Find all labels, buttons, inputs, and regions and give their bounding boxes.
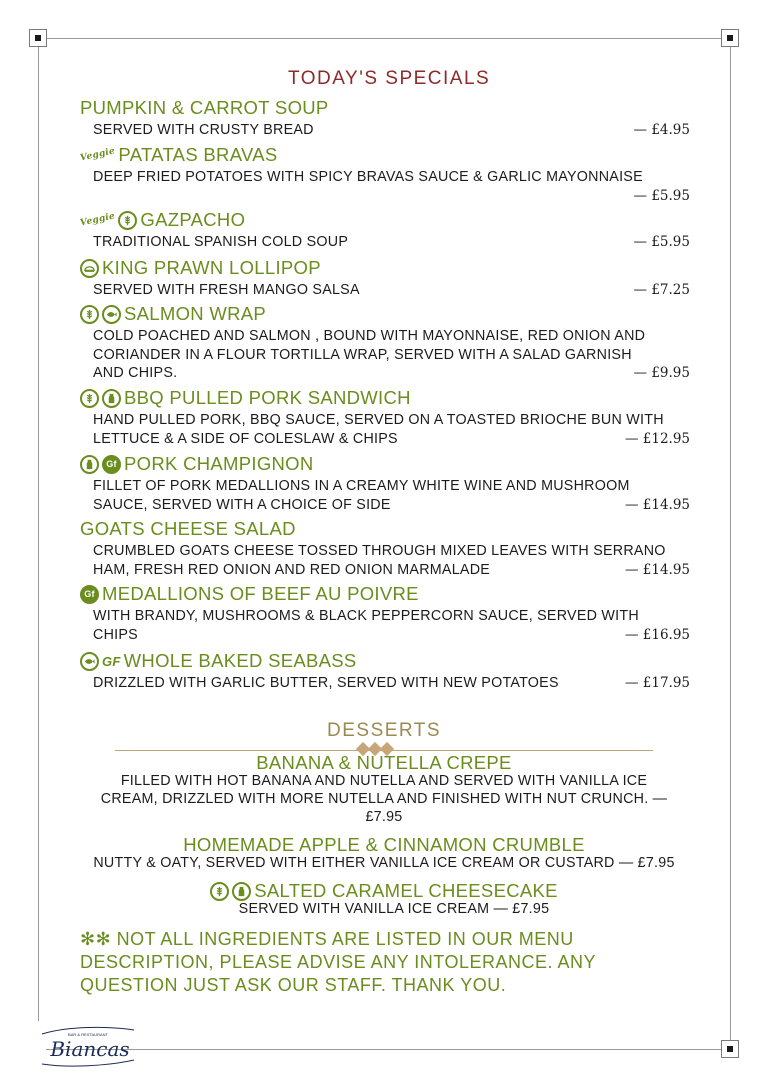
dish-price: — £7.25 xyxy=(633,282,690,298)
dish-description: SERVED WITH CRUSTY BREAD xyxy=(93,122,314,138)
gluten-free-icon: Gf xyxy=(102,455,121,474)
dessert-description: SERVED WITH VANILLA ICE CREAM — £7.95 xyxy=(238,901,550,917)
dish-price: — £14.95 xyxy=(624,496,690,513)
dish-name-text: KING PRAWN LOLLIPOP xyxy=(102,257,321,278)
dish-description: DEEP FRIED POTATOES WITH SPICY BRAVAS SAUCE & GARLIC MAYONNAISE xyxy=(93,169,643,185)
dessert-name xyxy=(0,752,768,774)
page-title: TODAY'S SPECIALS xyxy=(288,68,491,89)
dish-description: COLD POACHED AND SALMON , BOUND WITH MAYONNAISE, RED ONION AND xyxy=(93,328,646,344)
dish-name xyxy=(80,257,321,279)
dish-name-text: WHOLE BAKED SEABASS xyxy=(123,650,357,671)
dish-name-text: PUMPKIN & CARROT SOUP xyxy=(80,97,329,118)
fish-icon xyxy=(102,305,121,324)
dessert-name-text: HOMEMADE APPLE & CINNAMON CRUMBLE xyxy=(183,834,585,855)
corner-ornament-bottom-right xyxy=(721,1040,739,1058)
wheat-icon xyxy=(118,211,137,230)
dish-price: — £14.95 xyxy=(624,561,690,578)
dish-price: — £5.95 xyxy=(633,187,690,204)
dish-name xyxy=(80,387,411,409)
dish-name-text: PATATAS BRAVAS xyxy=(118,144,278,165)
dish-description: HAM, FRESH RED ONION AND RED ONION MARMALADE xyxy=(93,561,491,578)
frame-bottom xyxy=(46,1049,722,1050)
dish-price: — £4.95 xyxy=(633,122,690,138)
note-line: QUESTION JUST ASK OUR STAFF. THANK YOU. xyxy=(80,975,507,995)
dessert-name-text: BANANA & NUTELLA CREPE xyxy=(256,752,512,773)
gluten-free-icon: Gf xyxy=(80,585,99,604)
dish-price: — £16.95 xyxy=(624,626,690,643)
allergy-note xyxy=(80,928,596,997)
dish-price: — £17.95 xyxy=(624,675,690,691)
dessert-description: £7.95 xyxy=(365,809,403,825)
dessert-name xyxy=(0,834,768,856)
dish-description: SAUCE, SERVED WITH A CHOICE OF SIDE xyxy=(93,496,391,513)
gluten-free-icon: GF xyxy=(102,653,121,669)
logo-tagline: BAR & RESTAURANT xyxy=(68,1032,108,1037)
dish-description: AND CHIPS. xyxy=(93,365,178,381)
shellfish-icon xyxy=(80,259,99,278)
dish-description: CORIANDER IN A FLOUR TORTILLA WRAP, SERVED WITH A SALAD GARNISH xyxy=(93,346,632,363)
dish-description: CRUMBLED GOATS CHEESE TOSSED THROUGH MIXED LEAVES WITH SERRANO xyxy=(93,543,666,559)
desserts-title: DESSERTS xyxy=(327,720,442,741)
wheat-icon xyxy=(80,389,99,408)
dish-description: HAND PULLED PORK, BBQ SAUCE, SERVED ON A TOASTED BRIOCHE BUN WITH xyxy=(93,412,664,428)
dish-name-text: GAZPACHO xyxy=(140,209,246,230)
frame-left xyxy=(38,46,39,1021)
wheat-icon xyxy=(210,882,229,901)
veggie-icon: Veggie xyxy=(79,146,117,164)
fish-icon xyxy=(80,652,99,671)
note-line: ✻✻ NOT ALL INGREDIENTS ARE LISTED IN OUR MENU xyxy=(80,929,574,949)
dish-name-text: PORK CHAMPIGNON xyxy=(124,453,314,474)
dish-description: SERVED WITH FRESH MANGO SALSA xyxy=(93,282,360,298)
dessert-description: NUTTY & OATY, SERVED WITH EITHER VANILLA ICE CREAM OR CUSTARD — £7.95 xyxy=(93,855,675,871)
milk-icon xyxy=(102,389,121,408)
corner-ornament-top-left xyxy=(29,29,47,47)
dish-price: — £5.95 xyxy=(633,234,690,250)
dish-price: — £12.95 xyxy=(624,430,690,447)
logo-text: Biancas xyxy=(50,1037,130,1061)
dessert-description: CREAM, DRIZZLED WITH MORE NUTELLA AND FINISHED WITH NUT CRUNCH. — xyxy=(100,791,668,807)
dessert-name-text: SALTED CARAMEL CHEESECAKE xyxy=(254,880,558,901)
dish-description: CHIPS xyxy=(93,626,138,643)
dish-name-text: MEDALLIONS OF BEEF AU POIVRE xyxy=(102,583,419,604)
dessert-name xyxy=(0,880,768,902)
corner-ornament-top-right xyxy=(721,29,739,47)
dish-name xyxy=(80,209,245,231)
note-line: DESCRIPTION, PLEASE ADVISE ANY INTOLERANCE. ANY xyxy=(80,952,596,972)
dish-name xyxy=(80,518,296,540)
dish-name-text: SALMON WRAP xyxy=(124,303,267,324)
dish-name xyxy=(80,303,266,325)
frame-top xyxy=(46,38,722,39)
dish-name xyxy=(80,144,278,166)
dish-description: DRIZZLED WITH GARLIC BUTTER, SERVED WITH NEW POTATOES xyxy=(93,675,559,691)
dessert-description: FILLED WITH HOT BANANA AND NUTELLA AND SERVED WITH VANILLA ICE xyxy=(120,773,648,789)
dish-name xyxy=(80,97,329,119)
dish-name xyxy=(80,650,357,672)
wheat-icon xyxy=(80,305,99,324)
dish-description: TRADITIONAL SPANISH COLD SOUP xyxy=(93,234,349,250)
dish-description: LETTUCE & A SIDE OF COLESLAW & CHIPS xyxy=(93,430,398,447)
dish-description: WITH BRANDY, MUSHROOMS & BLACK PEPPERCORN SAUCE, SERVED WITH xyxy=(93,608,639,624)
dish-price: — £9.95 xyxy=(633,365,690,381)
veggie-icon: Veggie xyxy=(79,211,117,229)
biancas-logo xyxy=(38,1024,138,1068)
dish-name xyxy=(80,453,314,475)
dish-description: FILLET OF PORK MEDALLIONS IN A CREAMY WHITE WINE AND MUSHROOM xyxy=(93,478,630,494)
milk-icon xyxy=(232,882,251,901)
milk-icon xyxy=(80,455,99,474)
dish-name-text: BBQ PULLED PORK SANDWICH xyxy=(124,387,411,408)
dish-name-text: GOATS CHEESE SALAD xyxy=(80,518,296,539)
dish-name xyxy=(80,583,419,605)
